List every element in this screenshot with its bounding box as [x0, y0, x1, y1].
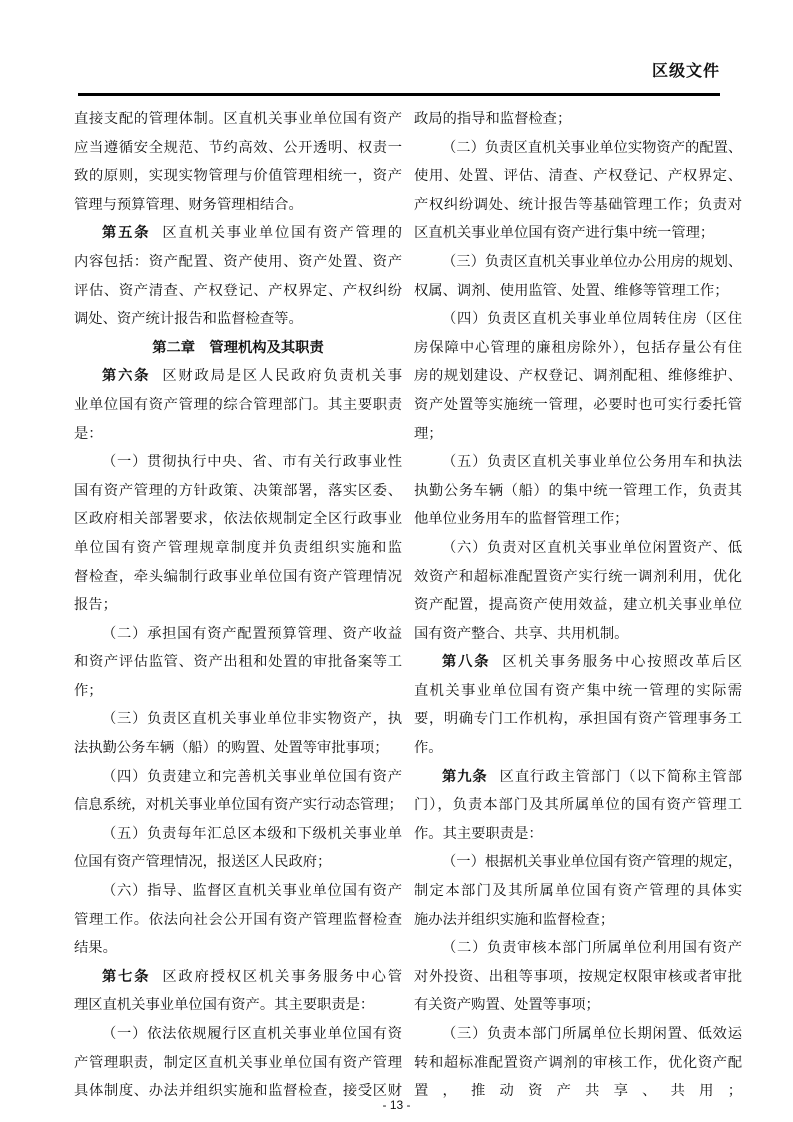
paragraph — [74, 448, 402, 620]
text-line — [414, 391, 742, 420]
paragraph — [74, 105, 402, 219]
line-text: 资产配置，提高资产使用效益，建立机关事业单位 — [414, 597, 742, 614]
article-number: 第六条 — [102, 368, 151, 385]
text-line — [414, 677, 742, 706]
line-text: 信息系统，对机关事业单位国有资产实行动态管理； — [74, 797, 403, 814]
line-text: 使用、处置、评估、清查、产权登记、产权界定、 — [414, 168, 742, 185]
line-text: 置，推动资产共享、共用； — [414, 1083, 742, 1100]
paragraph — [414, 248, 742, 305]
line-text: 单位国有资产管理规章制度并负责组织实施和监 — [74, 539, 402, 556]
line-text: （二）负责区直机关事业单位实物资产的配置、 — [442, 139, 743, 156]
text-line — [414, 1020, 742, 1049]
line-text: （一）贯彻执行中央、省、市有关行政事业性 — [102, 454, 402, 471]
paragraph — [414, 848, 742, 934]
document-category-header: 区级文件 — [651, 61, 720, 80]
text-line — [414, 362, 742, 391]
line-text: 作。其主要职责是： — [414, 825, 543, 842]
text-line — [414, 734, 742, 763]
line-text: （四）负责建立和完善机关事业单位国有资产 — [102, 768, 402, 785]
text-line — [414, 420, 742, 449]
text-line — [74, 906, 402, 935]
text-line — [74, 505, 402, 534]
text-line — [414, 477, 742, 506]
line-text: 应当遵循安全规范、节约高效、公开透明、权责一 — [74, 139, 402, 156]
line-text: 作； — [74, 682, 103, 699]
text-line — [74, 134, 402, 163]
line-text: 评估、资产清查、产权登记、产权界定、产权纠纷 — [74, 282, 402, 299]
line-text: 资产处置等实施统一管理，必要时也可实行委托管 — [414, 396, 742, 413]
line-text: 结果。 — [74, 940, 117, 957]
text-line — [414, 620, 742, 649]
line-text: 区直行政主管部门（以下简称主管部 — [499, 768, 743, 785]
paragraph — [74, 877, 402, 963]
line-text: （六）指导、监督区直机关事业单位国有资产 — [102, 883, 402, 900]
line-text: 具体制度、办法并组织实施和监督检查，接受区财 — [74, 1083, 402, 1100]
line-text: 报告； — [74, 597, 117, 614]
text-line — [74, 477, 402, 506]
line-text: （一）根据机关事业单位国有资产管理的规定， — [442, 854, 743, 871]
text-line — [414, 648, 742, 677]
text-line — [74, 705, 402, 734]
text-line — [74, 219, 402, 248]
line-text: 作。 — [414, 740, 443, 757]
text-line — [74, 991, 402, 1020]
line-text: 政局的指导和监督检查； — [414, 111, 572, 127]
text-line — [74, 248, 402, 277]
line-text: 对外投资、出租等事项，按规定权限审核或者审批 — [414, 968, 742, 985]
text-line — [74, 820, 402, 849]
text-line — [74, 877, 402, 906]
line-text: 直接支配的管理体制。区直机关事业单位国有资产 — [74, 111, 402, 127]
line-text: 管理与预算管理、财务管理相结合。 — [74, 196, 303, 213]
text-line — [74, 162, 402, 191]
text-line — [74, 848, 402, 877]
line-text: 致的原则，实现实物管理与价值管理相统一，资产 — [74, 168, 402, 185]
paragraph — [74, 620, 402, 706]
text-line — [414, 534, 742, 563]
paragraph — [414, 105, 742, 134]
text-line — [414, 963, 742, 992]
paragraph — [414, 934, 742, 1020]
paragraph — [74, 820, 402, 877]
text-line — [414, 248, 742, 277]
paragraph — [74, 763, 402, 820]
line-text: （三）负责区直机关事业单位非实物资产，执 — [102, 711, 402, 728]
line-text: 产管理职责，制定区直机关事业单位国有资产管理 — [74, 1054, 402, 1071]
article-paragraph — [414, 763, 742, 849]
article-number: 第九条 — [442, 768, 488, 785]
line-text: （一）依法依规履行区直机关事业单位国有资 — [102, 1026, 402, 1042]
line-text: 权属、调剂、使用监管、处置、维修等管理工作； — [414, 282, 729, 299]
text-line — [414, 934, 742, 963]
text-line — [74, 734, 402, 763]
line-text: 区财政局是区人民政府负责机关事 — [162, 368, 403, 385]
line-text: 产权纠纷调处、统计报告等基础管理工作；负责对 — [414, 196, 742, 213]
paragraph — [414, 1020, 742, 1106]
text-line — [414, 134, 742, 163]
paragraph — [414, 305, 742, 448]
text-line — [74, 1020, 402, 1049]
line-text: 房的规划建设、产权登记、调剂配租、维修维护、 — [414, 368, 742, 385]
text-line — [74, 277, 402, 306]
text-line — [74, 763, 402, 792]
line-text: 制定本部门及其所属单位国有资产管理的具体实 — [414, 883, 742, 900]
line-text: （六）负责对区直机关事业单位闲置资产、低 — [442, 539, 742, 556]
text-line — [74, 563, 402, 592]
text-line — [74, 362, 402, 391]
line-text: 调处、资产统计报告和监督检查等。 — [74, 311, 303, 328]
text-line — [414, 448, 742, 477]
line-text: 转和超标准配置资产调剂的审核工作，优化资产配 — [414, 1054, 742, 1071]
line-text: 督检查，牵头编制行政事业单位国有资产管理情况 — [74, 568, 402, 585]
line-text: 执勤公务车辆（船）的集中统一管理工作，负责其 — [414, 482, 742, 499]
text-line — [74, 391, 402, 420]
text-line — [414, 505, 742, 534]
text-line — [414, 563, 742, 592]
line-text: （四）负责区直机关事业单位周转住房（区住 — [442, 311, 742, 328]
line-text: 区直机关事业单位国有资产管理的 — [162, 225, 403, 242]
article-paragraph — [414, 648, 742, 762]
text-line — [414, 191, 742, 220]
text-line — [74, 591, 402, 620]
line-text: 是： — [74, 425, 103, 442]
line-text: 区直机关事业单位国有资产进行集中统一管理； — [414, 225, 715, 242]
paragraph — [74, 1020, 402, 1106]
text-line — [414, 705, 742, 734]
line-text: 有关资产购置、处置等事项； — [414, 997, 600, 1014]
header-rule — [78, 93, 720, 96]
line-text: （三）负责本部门所属单位长期闲置、低效运 — [442, 1026, 742, 1042]
line-text: 房保障中心管理的廉租房除外），包括存量公有住 — [414, 339, 742, 356]
line-text: 施办法并组织实施和监督检查； — [414, 911, 615, 928]
line-text: 法执勤公务车辆（船）的购置、处置等审批事项； — [74, 740, 389, 757]
article-paragraph — [74, 963, 402, 1020]
text-line — [414, 1049, 742, 1078]
right-column — [414, 105, 742, 1106]
line-text: 直机关事业单位国有资产集中统一管理的实际需 — [414, 682, 742, 699]
text-line — [414, 848, 742, 877]
article-number: 第五条 — [102, 225, 151, 242]
article-paragraph — [74, 219, 402, 333]
text-line — [74, 448, 402, 477]
paragraph — [414, 448, 742, 534]
page-number: - 13 - — [382, 1098, 411, 1112]
line-text: 位国有资产管理情况，报送区人民政府； — [74, 854, 332, 871]
line-text: 区政府相关部署要求，依法依规制定全区行政事业 — [74, 511, 402, 528]
left-column — [74, 105, 402, 1106]
chapter-heading: 第二章 管理机构及其职责 — [152, 339, 324, 356]
line-text: 理区直机关事业单位国有资产。其主要职责是： — [74, 997, 375, 1014]
text-line — [414, 334, 742, 363]
article-paragraph — [74, 362, 402, 448]
paragraph — [74, 705, 402, 762]
line-text: （五）负责每年汇总区本级和下级机关事业单 — [102, 825, 402, 842]
text-line — [414, 305, 742, 334]
paragraph — [414, 134, 742, 248]
text-line — [414, 277, 742, 306]
line-text: （三）负责区直机关事业单位办公用房的规划、 — [442, 253, 743, 270]
line-text: 区机关事务服务中心按照改革后区 — [502, 654, 743, 671]
line-text: 内容包括：资产配置、资产使用、资产处置、资产 — [74, 253, 402, 270]
line-text: （二）承担国有资产配置预算管理、资产收益 — [102, 625, 402, 642]
text-line — [74, 648, 402, 677]
text-line — [414, 105, 742, 134]
article-number: 第七条 — [102, 968, 151, 985]
text-line — [74, 420, 402, 449]
text-line — [74, 791, 402, 820]
line-text: （二）负责审核本部门所属单位利用国有资产 — [442, 940, 742, 957]
paragraph — [414, 534, 742, 648]
text-line — [414, 162, 742, 191]
line-text: 国有资产整合、共享、共用机制。 — [414, 625, 629, 642]
line-text: 门），负责本部门及其所属单位的国有资产管理工 — [414, 797, 742, 814]
text-line — [414, 219, 742, 248]
line-text: （五）负责区直机关事业单位公务用车和执法 — [442, 454, 742, 471]
text-line — [414, 591, 742, 620]
line-text: 他单位业务用车的监督管理工作； — [414, 511, 629, 528]
text-line — [74, 934, 402, 963]
text-line — [74, 191, 402, 220]
line-text: 和资产评估监管、资产出租和处置的审批备案等工 — [74, 654, 402, 671]
line-text: 业单位国有资产管理的综合管理部门。其主要职责 — [74, 396, 402, 413]
text-line — [414, 820, 742, 849]
text-line — [74, 1049, 402, 1078]
line-text: 要，明确专门工作机构，承担国有资产管理事务工 — [414, 711, 742, 728]
text-line — [414, 763, 742, 792]
line-text: 区政府授权区机关事务服务中心管 — [162, 968, 403, 985]
line-text: 效资产和超标准配置资产实行统一调剂利用，优化 — [414, 568, 742, 585]
text-line — [414, 791, 742, 820]
text-line — [414, 906, 742, 935]
line-text: 国有资产管理的方针政策、决策部署，落实区委、 — [74, 482, 402, 499]
text-line — [74, 534, 402, 563]
article-number: 第八条 — [442, 654, 491, 671]
text-line — [414, 991, 742, 1020]
line-text: 理； — [414, 425, 443, 442]
text-line — [74, 105, 402, 134]
line-text: 管理工作。依法向社会公开国有资产管理监督检查 — [74, 911, 402, 928]
text-line — [74, 305, 402, 334]
text-line — [74, 620, 402, 649]
text-line — [414, 877, 742, 906]
text-line — [74, 677, 402, 706]
text-line — [74, 963, 402, 992]
